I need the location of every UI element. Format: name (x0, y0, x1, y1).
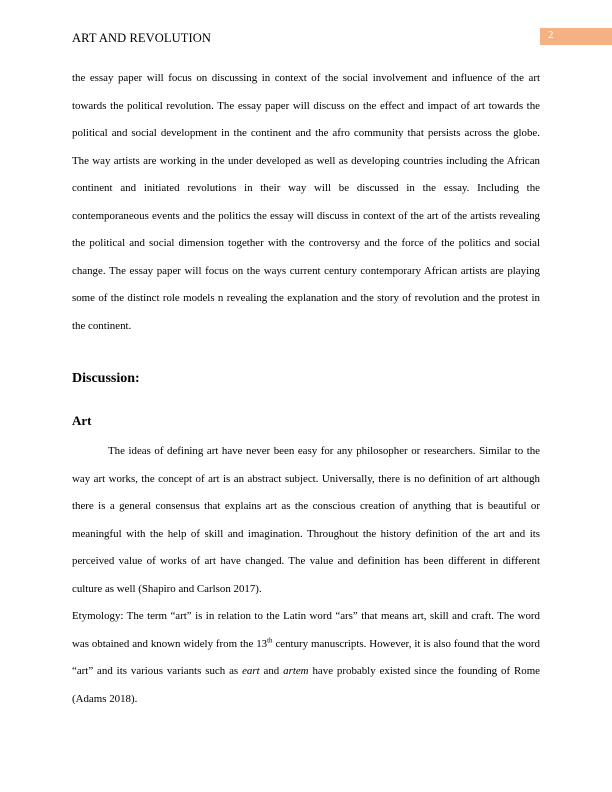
variant-artem: artem (283, 665, 309, 677)
etymology-text-3: and (259, 665, 284, 677)
art-heading: Art (72, 413, 92, 428)
etymology-text-2: century manuscripts. However, it is also found that the word “art” and its various variants such as (72, 637, 540, 677)
intro-paragraph: the essay paper will focus on discussing in context of the social involvement and influence of the art towards the political revolution. The essay paper will discuss on the effect and impact of art towards the political and social development in the continent and the afro community that persists across the globe. The way artists are working in the under developed as well as developing countries including the African continent and initiated revolutions in their way will be discussed in the essay. Including the contemporaneous events and the politics the essay will discuss in context of the art of the artists revealing the political and social dimension together with the controversy and the force of the politics and social change. The essay paper will focus on the ways current century contemporary African artists are playing some of the distinct role models n revealing the explanation and the story of revolution and the protest in the continent. (72, 72, 540, 332)
ordinal-suffix: th (267, 635, 273, 644)
etymology-text-4: have probably existed since the founding of Rome (Adams 2018). (72, 665, 540, 705)
art-paragraph: The ideas of defining art have never been easy for any philosopher or researchers. Similar to the way art works, the concept of art is an abstract subject. Universally, there is no definition of art although there is a general consensus that explains art as the conscious creation of anything that is beautiful or meaningful with the help of skill and imagination. Throughout the history definition of the art and its perceived value of works of art have changed. The value and definition has been different in different culture as well (Shapiro and Carlson 2017). (72, 445, 540, 595)
discussion-heading: Discussion: (72, 371, 140, 386)
running-header-title: ART AND REVOLUTION (72, 31, 212, 45)
page-number: 2 (548, 29, 554, 41)
page-number-box (540, 28, 612, 45)
etymology-paragraph (72, 603, 540, 713)
etymology-text-1: Etymology: The term “art” is in relation to the Latin word “ars” that means art, skill and craft. The word was obtained and known widely from the 13 (72, 610, 540, 650)
variant-eart: eart (242, 665, 260, 677)
